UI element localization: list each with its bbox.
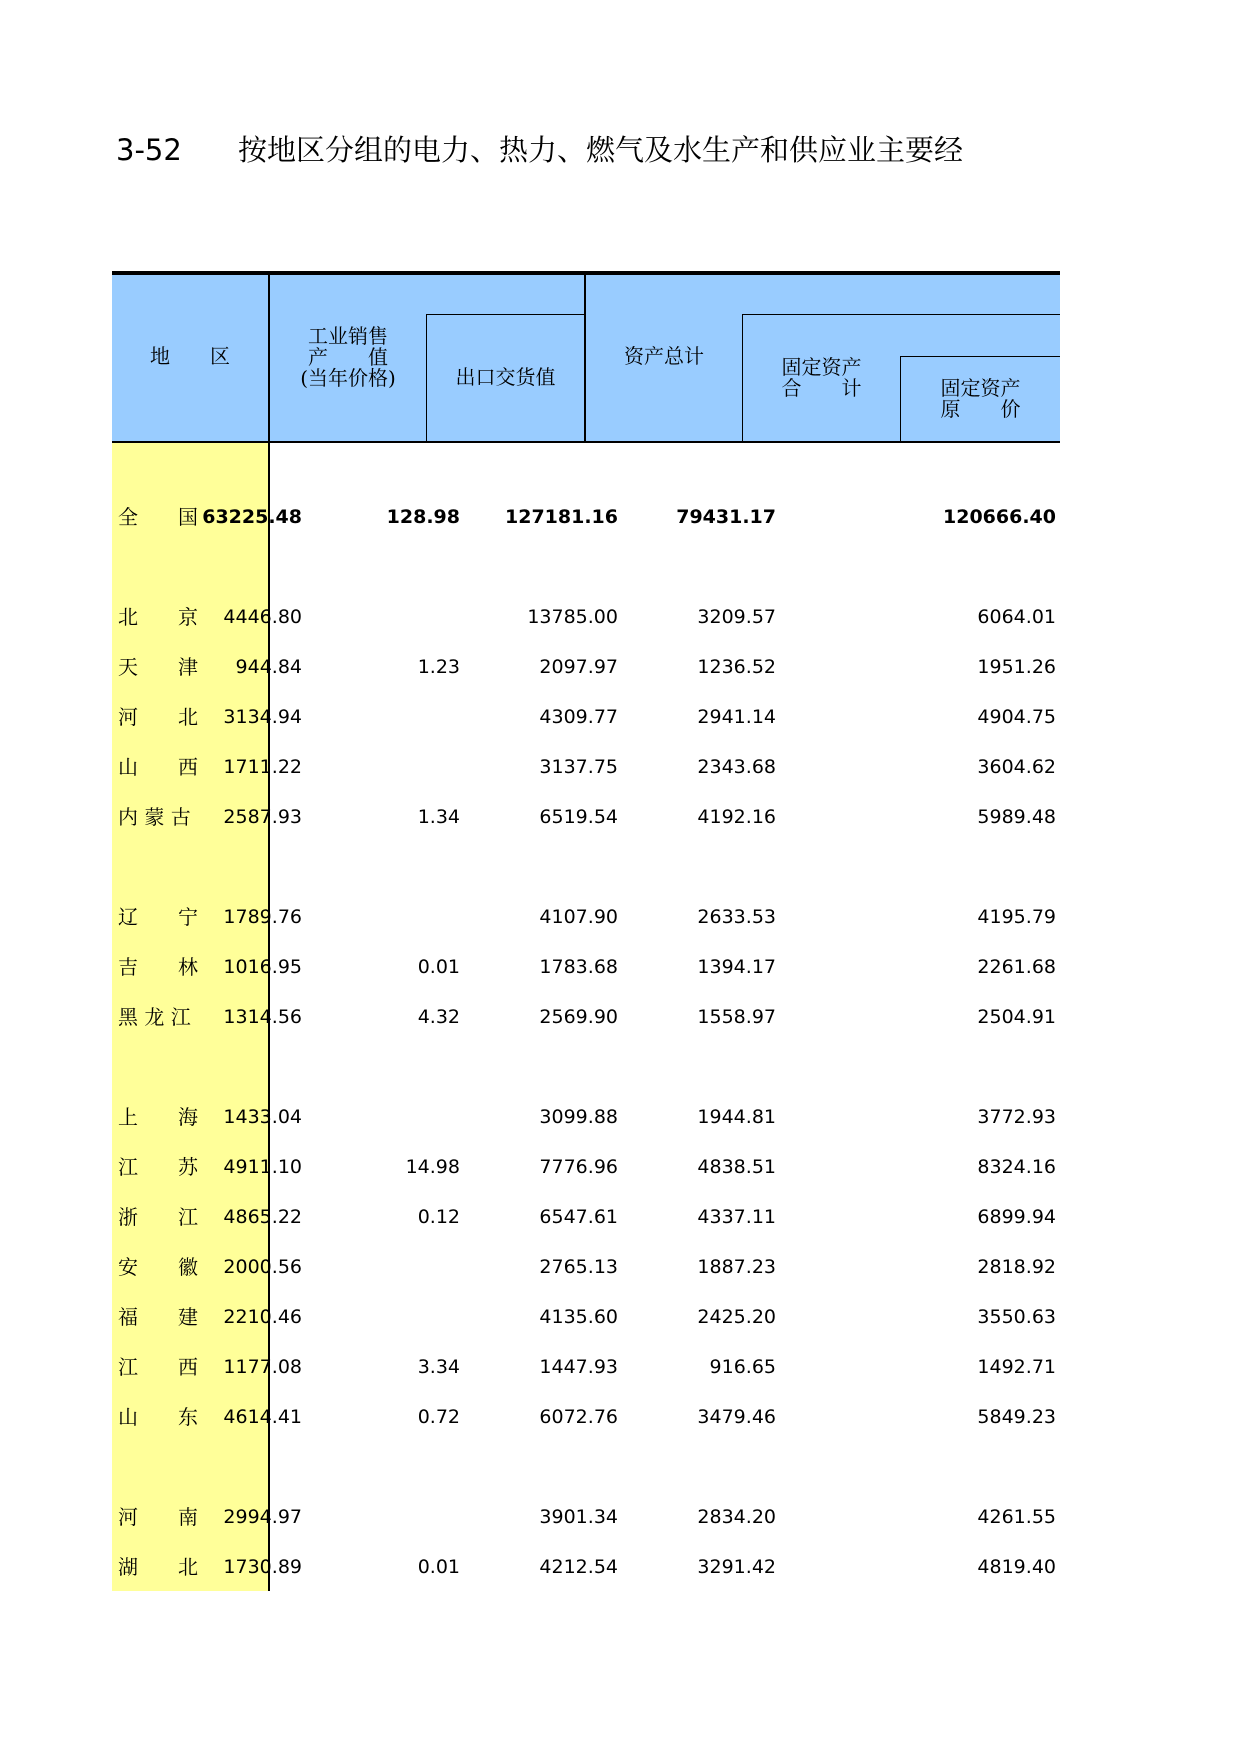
export-value: 3.34 bbox=[417, 1356, 460, 1378]
table-title-text: 按地区分组的电力、热力、燃气及水生产和供应业主要经 bbox=[238, 133, 964, 167]
table-row bbox=[112, 802, 1060, 832]
sales-value: 4614.41 bbox=[223, 1406, 302, 1428]
fixed-assets-value: 2941.14 bbox=[697, 706, 776, 728]
sales-value: 4865.22 bbox=[223, 1206, 302, 1228]
header-orig-line2: 原 价 bbox=[940, 397, 1021, 421]
header-fixed-line1: 固定资产 bbox=[781, 355, 862, 379]
assets-value: 3137.75 bbox=[539, 756, 618, 778]
export-value: 0.01 bbox=[417, 956, 460, 978]
region-name: 内 蒙 古 bbox=[118, 805, 191, 829]
fixed-assets-value: 4337.11 bbox=[697, 1206, 776, 1228]
sales-value: 1433.04 bbox=[223, 1106, 302, 1128]
table-row bbox=[112, 1152, 1060, 1182]
original-value: 4904.75 bbox=[977, 706, 1056, 728]
original-value: 2818.92 bbox=[977, 1256, 1056, 1278]
table-number: 3-52 bbox=[116, 133, 182, 167]
original-value: 3550.63 bbox=[977, 1306, 1056, 1328]
original-value: 1492.71 bbox=[977, 1356, 1056, 1378]
assets-value: 13785.00 bbox=[527, 606, 618, 628]
original-value: 4819.40 bbox=[977, 1556, 1056, 1578]
assets-value: 1447.93 bbox=[539, 1356, 618, 1378]
table-title bbox=[116, 128, 963, 169]
header-fixed-line2: 合 计 bbox=[781, 376, 862, 400]
original-value: 5989.48 bbox=[977, 806, 1056, 828]
original-value: 3604.62 bbox=[977, 756, 1056, 778]
export-value: 1.34 bbox=[417, 806, 460, 828]
region-name: 上 海 bbox=[118, 1105, 198, 1129]
region-name: 福 建 bbox=[118, 1305, 198, 1329]
region-name: 全 国 bbox=[118, 505, 198, 529]
fixed-assets-value: 2834.20 bbox=[697, 1506, 776, 1528]
original-value: 3772.93 bbox=[977, 1106, 1056, 1128]
fixed-assets-value: 1944.81 bbox=[697, 1106, 776, 1128]
region-name: 辽 宁 bbox=[118, 905, 198, 929]
header-export: 出口交货值 bbox=[455, 365, 556, 389]
export-value: 14.98 bbox=[405, 1156, 460, 1178]
table-row bbox=[112, 1502, 1060, 1532]
fixed-assets-value: 1558.97 bbox=[697, 1006, 776, 1028]
table-row bbox=[112, 1402, 1060, 1432]
original-value: 1951.26 bbox=[977, 656, 1056, 678]
table-row bbox=[112, 1302, 1060, 1332]
table-row bbox=[112, 952, 1060, 982]
original-value: 6064.01 bbox=[977, 606, 1056, 628]
header-divider bbox=[900, 356, 1060, 357]
original-value: 120666.40 bbox=[943, 506, 1056, 528]
table-row bbox=[112, 1252, 1060, 1282]
sales-value: 2587.93 bbox=[223, 806, 302, 828]
table-row bbox=[112, 702, 1060, 732]
assets-value: 127181.16 bbox=[505, 506, 618, 528]
table-row bbox=[112, 1352, 1060, 1382]
sales-value: 1730.89 bbox=[223, 1556, 302, 1578]
region-name: 北 京 bbox=[118, 605, 198, 629]
table-row bbox=[112, 1002, 1060, 1032]
header-orig-line1: 固定资产 bbox=[940, 376, 1021, 400]
fixed-assets-value: 2425.20 bbox=[697, 1306, 776, 1328]
export-value: 128.98 bbox=[386, 506, 460, 528]
original-value: 4261.55 bbox=[977, 1506, 1056, 1528]
fixed-assets-value: 1394.17 bbox=[697, 956, 776, 978]
region-name: 江 苏 bbox=[118, 1155, 198, 1179]
header-sales-line1: 工业销售 bbox=[308, 324, 388, 348]
original-value: 4195.79 bbox=[977, 906, 1056, 928]
fixed-assets-value: 1236.52 bbox=[697, 656, 776, 678]
original-value: 5849.23 bbox=[977, 1406, 1056, 1428]
table-row bbox=[112, 602, 1060, 632]
export-value: 0.72 bbox=[417, 1406, 460, 1428]
sales-value: 1016.95 bbox=[223, 956, 302, 978]
region-name: 河 南 bbox=[118, 1505, 198, 1529]
sales-value: 1314.56 bbox=[223, 1006, 302, 1028]
sales-value: 4911.10 bbox=[223, 1156, 302, 1178]
header-region: 地 区 bbox=[150, 344, 230, 368]
header-sales-line2: 产 值 bbox=[308, 345, 388, 369]
sales-value: 2000.56 bbox=[223, 1256, 302, 1278]
fixed-assets-value: 3209.57 bbox=[697, 606, 776, 628]
region-name: 安 徽 bbox=[118, 1255, 198, 1279]
fixed-assets-value: 79431.17 bbox=[676, 506, 776, 528]
header-sales-line3: (当年价格) bbox=[300, 366, 396, 390]
assets-value: 3901.34 bbox=[539, 1506, 618, 1528]
assets-value: 4135.60 bbox=[539, 1306, 618, 1328]
assets-value: 6519.54 bbox=[539, 806, 618, 828]
original-value: 2504.91 bbox=[977, 1006, 1056, 1028]
region-name: 山 东 bbox=[118, 1405, 198, 1429]
header-divider bbox=[426, 314, 585, 315]
original-value: 2261.68 bbox=[977, 956, 1056, 978]
assets-value: 1783.68 bbox=[539, 956, 618, 978]
region-name: 天 津 bbox=[118, 655, 198, 679]
export-value: 0.12 bbox=[417, 1206, 460, 1228]
fixed-assets-value: 4838.51 bbox=[697, 1156, 776, 1178]
table-row bbox=[112, 652, 1060, 682]
table-row bbox=[112, 902, 1060, 932]
fixed-assets-value: 2343.68 bbox=[697, 756, 776, 778]
assets-value: 2765.13 bbox=[539, 1256, 618, 1278]
region-name: 山 西 bbox=[118, 755, 198, 779]
sales-value: 1177.08 bbox=[223, 1356, 302, 1378]
export-value: 4.32 bbox=[417, 1006, 460, 1028]
assets-value: 4309.77 bbox=[539, 706, 618, 728]
table-row bbox=[112, 1202, 1060, 1232]
fixed-assets-value: 3291.42 bbox=[697, 1556, 776, 1578]
table-row bbox=[112, 752, 1060, 782]
header-top-rule bbox=[112, 271, 1060, 275]
assets-value: 6547.61 bbox=[539, 1206, 618, 1228]
fixed-assets-value: 1887.23 bbox=[697, 1256, 776, 1278]
sales-value: 1789.76 bbox=[223, 906, 302, 928]
region-name: 浙 江 bbox=[118, 1205, 198, 1229]
region-name: 湖 北 bbox=[118, 1555, 198, 1579]
assets-value: 4212.54 bbox=[539, 1556, 618, 1578]
assets-value: 2097.97 bbox=[539, 656, 618, 678]
sales-value: 3134.94 bbox=[223, 706, 302, 728]
table-row bbox=[112, 1552, 1060, 1582]
assets-value: 3099.88 bbox=[539, 1106, 618, 1128]
header-divider bbox=[742, 314, 1060, 315]
fixed-assets-value: 2633.53 bbox=[697, 906, 776, 928]
sales-value: 2994.97 bbox=[223, 1506, 302, 1528]
sales-value: 1711.22 bbox=[223, 756, 302, 778]
assets-value: 6072.76 bbox=[539, 1406, 618, 1428]
region-name: 江 西 bbox=[118, 1355, 198, 1379]
export-value: 0.01 bbox=[417, 1556, 460, 1578]
fixed-assets-value: 4192.16 bbox=[697, 806, 776, 828]
original-value: 6899.94 bbox=[977, 1206, 1056, 1228]
header-assets: 资产总计 bbox=[624, 344, 704, 368]
sales-value: 2210.46 bbox=[223, 1306, 302, 1328]
sales-value: 4446.80 bbox=[223, 606, 302, 628]
original-value: 8324.16 bbox=[977, 1156, 1056, 1178]
region-name: 黑 龙 江 bbox=[118, 1005, 191, 1029]
table-row bbox=[112, 1102, 1060, 1132]
sales-value: 944.84 bbox=[235, 656, 302, 678]
assets-value: 4107.90 bbox=[539, 906, 618, 928]
assets-value: 7776.96 bbox=[539, 1156, 618, 1178]
fixed-assets-value: 3479.46 bbox=[697, 1406, 776, 1428]
region-name: 河 北 bbox=[118, 705, 198, 729]
sales-value: 63225.48 bbox=[202, 506, 302, 528]
region-name: 吉 林 bbox=[118, 955, 198, 979]
export-value: 1.23 bbox=[417, 656, 460, 678]
table-row-total bbox=[112, 502, 1060, 532]
assets-value: 2569.90 bbox=[539, 1006, 618, 1028]
fixed-assets-value: 916.65 bbox=[709, 1356, 776, 1378]
